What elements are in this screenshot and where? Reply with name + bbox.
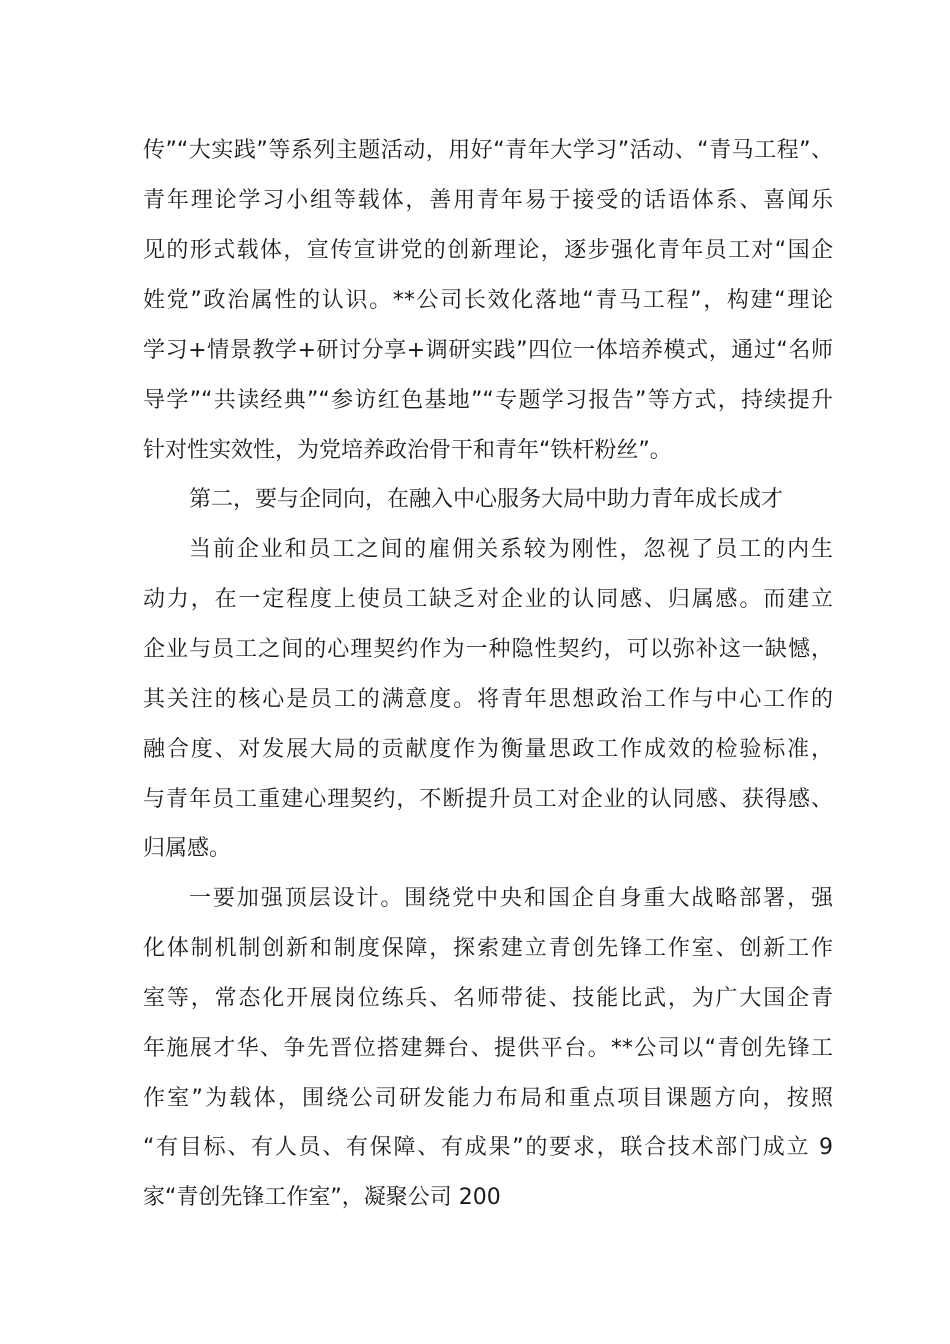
text-line-11: 企业与员工之间的心理契约作为一种隐性契约，可以弥补这一缺憾，	[143, 637, 833, 662]
text-line-18: 室等，常态化开展岗位练兵、名师带徒、技能比武，为广大国企青	[143, 986, 833, 1011]
text-line-5: 学习+情景教学+研讨分享+调研实践”四位一体培养模式，通过“名师	[143, 338, 833, 363]
text-line-7: 针对性实效性，为党培养政治骨干和青年“铁杆粉丝”。	[143, 438, 672, 463]
text-line-1: 传”“大实践”等系列主题活动，用好“青年大学习”活动、“青马工程”、	[143, 138, 833, 163]
text-line-12: 其关注的核心是员工的满意度。将青年思想政治工作与中心工作的	[143, 687, 833, 712]
text-line-4: 姓党”政治属性的认识。**公司长效化落地“青马工程”，构建“理论	[143, 288, 833, 313]
text-line-9: 当前企业和员工之间的雇佣关系较为刚性，忽视了员工的内生	[189, 537, 833, 562]
text-line-14: 与青年员工重建心理契约，不断提升员工对企业的认同感、获得感、	[143, 787, 833, 812]
text-line-10: 动力，在一定程度上使员工缺乏对企业的认同感、归属感。而建立	[143, 587, 833, 612]
text-line-2: 青年理论学习小组等载体，善用青年易于接受的话语体系、喜闻乐	[143, 188, 833, 213]
text-line-19: 年施展才华、争先晋位搭建舞台、提供平台。**公司以“青创先锋工	[143, 1036, 833, 1061]
text-line-13: 融合度、对发展大局的贡献度作为衡量思政工作成效的检验标准，	[143, 737, 833, 762]
section-heading: 第二，要与企同向，在融入中心服务大局中助力青年成长成才	[189, 487, 784, 512]
text-line-20: 作室”为载体，围绕公司研发能力布局和重点项目课题方向，按照	[143, 1086, 833, 1111]
text-line-15: 归属感。	[143, 836, 232, 861]
text-line-21: “有目标、有人员、有保障、有成果”的要求，联合技术部门成立 9	[143, 1135, 833, 1160]
text-line-16: 一要加强顶层设计。围绕党中央和国企自身重大战略部署，强	[189, 886, 833, 911]
text-line-17: 化体制机制创新和制度保障，探索建立青创先锋工作室、创新工作	[143, 936, 833, 961]
text-line-22: 家“青创先锋工作室”，凝聚公司 200	[143, 1185, 501, 1210]
text-line-3: 见的形式载体，宣传宣讲党的创新理论，逐步强化青年员工对“国企	[143, 238, 833, 263]
text-line-6: 导学”“共读经典”“参访红色基地”“专题学习报告”等方式，持续提升	[143, 388, 833, 413]
